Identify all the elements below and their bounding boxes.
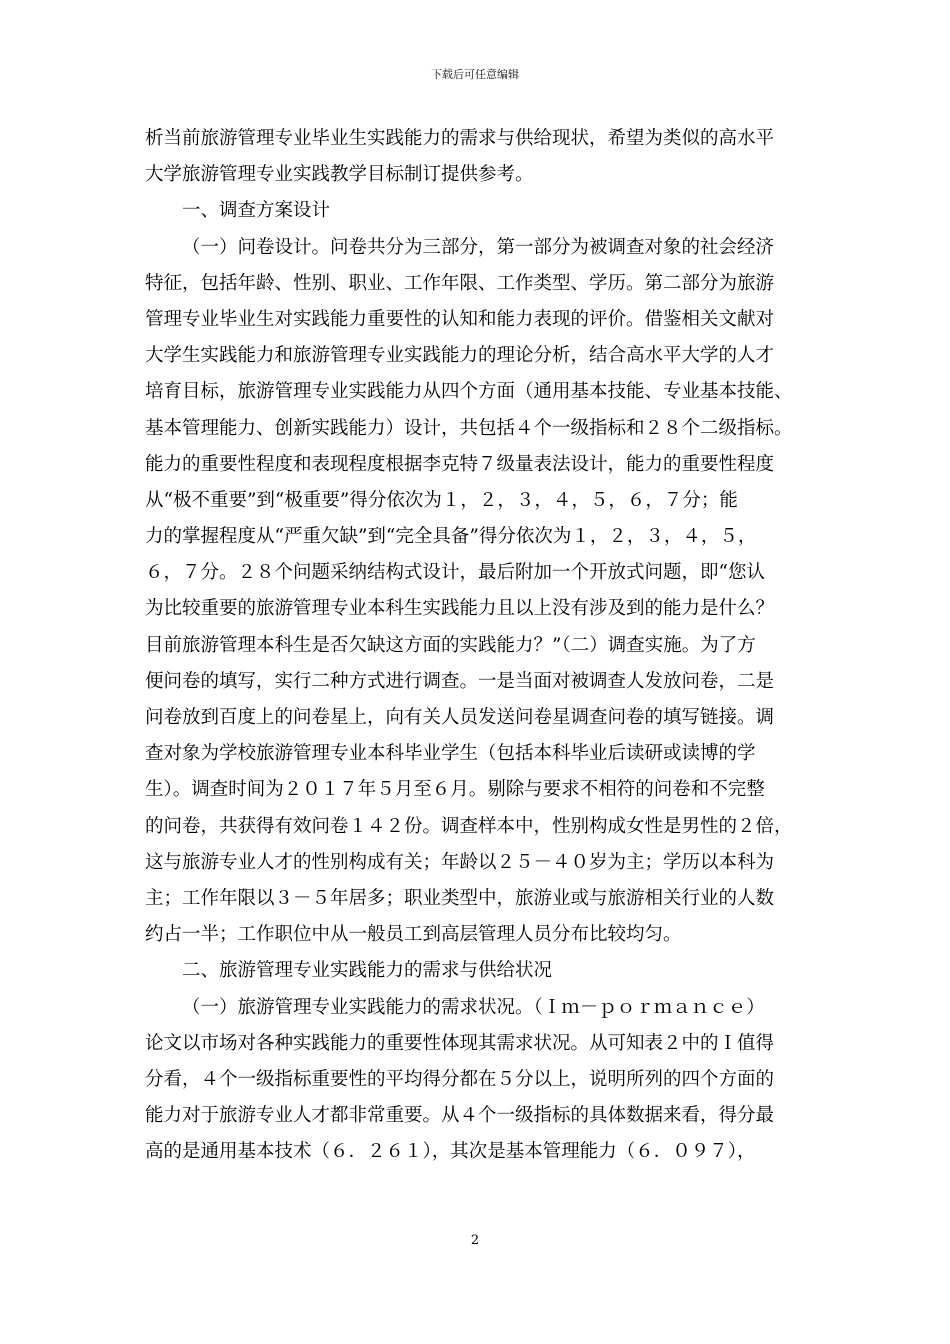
- text-line: 这与旅游专业人才的性别构成有关；年龄以２５－４０岁为主；学历以本科为: [145, 851, 775, 873]
- text-line: 二、旅游管理专业实践能力的需求与供给状况: [182, 960, 553, 982]
- text-line: 析当前旅游管理专业毕业生实践能力的需求与供给现状，希望为类似的高水平: [145, 128, 775, 149]
- text-line: 分看，４个一级指标重要性的平均得分都在５分以上，说明所列的四个方面的: [145, 1068, 775, 1090]
- text-line: 从“极不重要”到“极重要”得分依次为１，２，３，４，５，６，７分；能: [145, 489, 738, 511]
- text-line: （一）旅游管理专业实践能力的需求状况。（Ｉｍ－ｐｏｒｍａｎｃｅ）: [182, 996, 765, 1018]
- text-line: 目前旅游管理本科生是否欠缺这方面的实践能力？”（二）调查实施。为了方: [145, 634, 756, 656]
- text-line: 的问卷，共获得有效问卷１４２份。调查样本中，性别构成女性是男性的２倍，: [145, 815, 793, 837]
- text-line: 能力对于旅游专业人才都非常重要。从４个一级指标的具体数据来看，得分最: [145, 1105, 775, 1127]
- text-line: 问卷放到百度上的问卷星上，向有关人员发送问卷星调查问卷的填写链接。调: [145, 707, 775, 728]
- text-line: （一）问卷设计。问卷共分为三部分，第一部分为被调查对象的社会经济: [182, 236, 775, 258]
- document-body: [145, 121, 817, 1170]
- text-line: 大学旅游管理专业实践教学目标制订提供参考。: [145, 164, 534, 186]
- text-line: 管理专业毕业生对实践能力重要性的认知和能力表现的评价。借鉴相关文献对: [145, 308, 775, 330]
- text-line: 高的是通用基本技术（６．２６１），其次是基本管理能力（６．０９７），: [145, 1141, 756, 1163]
- text-line: 大学生实践能力和旅游管理专业实践能力的理论分析，结合高水平大学的人才: [145, 345, 775, 367]
- text-line: 约占一半；工作职位中从一般员工到高层管理人员分布比较均匀。: [145, 924, 682, 946]
- text-line: 基本管理能力、创新实践能力）设计，共包括４个一级指标和２８个二级指标。: [145, 417, 793, 439]
- text-line: 生）。调查时间为２０１７年５月至６月。剔除与要求不相符的问卷和不完整: [145, 779, 765, 801]
- text-line: 培育目标，旅游管理专业实践能力从四个方面（通用基本技能、专业基本技能、: [145, 381, 793, 403]
- page-number: 2: [470, 1233, 480, 1248]
- text-line: 一、调查方案设计: [182, 200, 331, 222]
- text-line: ６，７分。２８个问题采纳结构式设计，最后附加一个开放式问题，即“您认: [145, 562, 765, 584]
- text-line: 主；工作年限以３－５年居多；职业类型中，旅游业或与旅游相关行业的人数: [145, 887, 775, 909]
- text-line: 为比较重要的旅游管理专业本科生实践能力且以上没有涉及到的能力是什么？: [145, 598, 775, 620]
- text-line: 特征，包括年龄、性别、职业、工作年限、工作类型、学历。第二部分为旅游: [145, 272, 775, 294]
- text-line: 力的掌握程度从“严重欠缺”到“完全具备”得分依次为１，２，３，４，５，: [145, 526, 757, 548]
- text-line: 能力的重要性程度和表现程度根据李克特７级量表法设计，能力的重要性程度: [145, 453, 775, 475]
- text-line: 论文以市场对各种实践能力的重要性体现其需求状况。从可知表２中的Ｉ值得: [145, 1032, 775, 1054]
- page-header: 下载后可任意编辑: [431, 68, 519, 81]
- text-line: 查对象为学校旅游管理专业本科毕业学生（包括本科毕业后读研或读博的学: [145, 743, 756, 765]
- text-line: 便问卷的填写，实行二种方式进行调查。一是当面对被调查人发放问卷，二是: [145, 670, 775, 692]
